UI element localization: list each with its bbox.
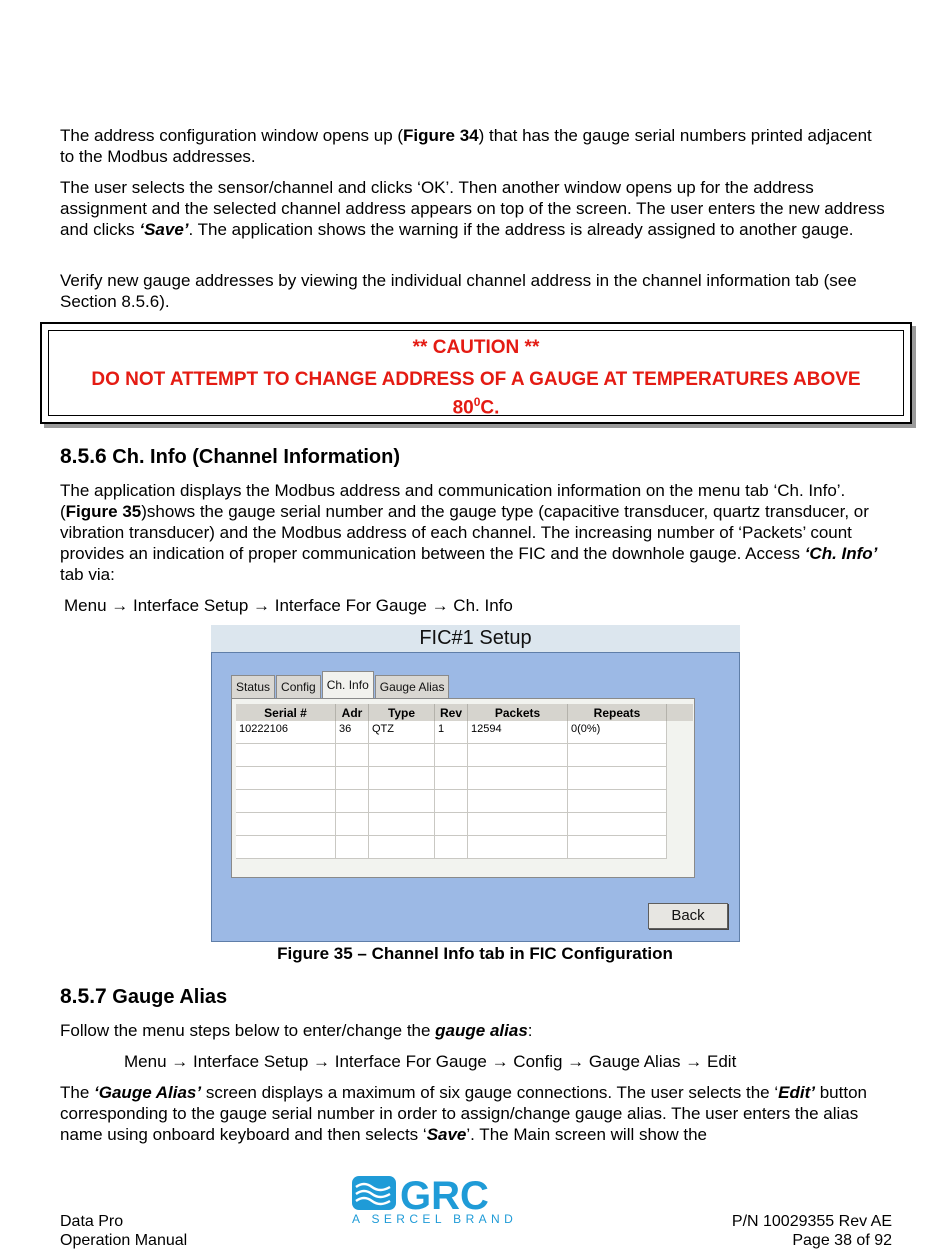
column-header-type: Type [369,704,435,721]
text: button corresponding to the gauge serial number in order to assign/change gauge alias. The user enters the alias name using onboard keyboard and then selects ‘ [60,1083,867,1144]
caution-title: ** CAUTION ** [412,337,540,358]
tab-gauge-alias[interactable]: Gauge Alias [375,675,450,698]
save-term: Save [426,1125,467,1144]
cell-type: QTZ [369,721,435,744]
section-857-paragraph-1 [60,1020,890,1041]
caution-line-1: DO NOT ATTEMPT TO CHANGE ADDRESS OF A GAUGE AT TEMPERATURES ABOVE [91,369,861,390]
text: Follow the menu steps below to enter/change the [60,1021,436,1040]
text: ’. The Main screen will show the [466,1125,708,1144]
table-header-row [236,704,693,721]
logo-letters: GRC [400,1174,489,1218]
back-button[interactable]: Back [648,903,728,929]
column-header-repeats: Repeats [568,704,667,721]
text: The application displays the Modbus address and communication information on the menu tab ‘Ch. Info’. ( [60,481,846,521]
section-title: Gauge Alias [112,986,228,1008]
figure-reference: Figure 34 [403,126,479,145]
column-header-serial: Serial # [236,704,336,721]
tab-status[interactable]: Status [231,675,275,698]
table-row-empty [236,744,693,767]
intro-paragraph-2 [60,177,890,240]
cell-repeats: 0(0%) [568,721,667,744]
text: The [60,1083,95,1102]
edit-term: Edit’ [778,1083,815,1102]
column-header-packets: Packets [468,704,568,721]
table-row-empty [236,836,693,859]
text: The address configuration window opens up ( [60,126,404,145]
cell-serial: 10222106 [236,721,336,744]
section-heading-857 [60,985,227,1009]
cell-adr: 36 [336,721,369,744]
menu-path-gauge-alias: Menu → Interface Setup → Interface For Gauge → Config → Gauge Alias → Edit [124,1052,737,1071]
gauge-alias-screen-term: ‘Gauge Alias’ [94,1083,202,1102]
channel-info-panel [231,698,695,878]
fic-setup-screenshot [211,625,740,942]
tab-bar [231,672,450,698]
column-header-adr: Adr [336,704,369,721]
section-857-paragraph-2 [60,1082,890,1145]
footer-page-number: Page 38 of 92 [792,1232,892,1249]
text: ) that has the gauge serial numbers printed adjacent to the Modbus addresses. [60,126,872,166]
table-row-empty [236,813,693,836]
channel-table [236,704,693,859]
temperature-value: 80 [452,397,474,419]
brand-tagline: A SERCEL BRAND [352,1212,518,1226]
table-row-empty [236,767,693,790]
ch-info-term: ‘Ch. Info’ [804,544,878,563]
row-filler [667,721,694,744]
window-title: FIC#1 Setup [211,625,740,652]
section-number: 8.5.7 [60,985,107,1008]
text: : [527,1021,533,1040]
section-856-paragraph [60,480,890,585]
tab-config[interactable]: Config [276,675,321,698]
section-heading-856 [60,445,400,469]
menu-path-ch-info: Menu → Interface Setup → Interface For Gauge → Ch. Info [64,596,513,615]
caution-box [40,322,912,424]
text: tab via: [60,565,115,584]
caution-line-2 [42,391,910,419]
text: . The application shows the warning if the address is already assigned to another gauge. [188,220,854,239]
header-filler [667,704,694,721]
table-row[interactable] [236,721,693,744]
figure-reference: Figure 35 [65,502,142,521]
gauge-alias-term: gauge alias [435,1021,528,1040]
window-body [211,652,740,942]
text: )shows the gauge serial number and the gauge type (capacitive transducer, quartz transducer, or vibration transducer) and the Modbus address of each channel. The increasing number of ‘Packets’ count provides an indication of proper communication between the FIC and the downhole gauge. Access [60,502,869,563]
save-term: ‘Save’ [139,220,189,239]
intro-paragraph-3: Verify new gauge addresses by viewing the individual channel address in the channel information tab (see Section 8.5.6). [60,271,857,311]
section-number: 8.5.6 [60,445,107,468]
section-title: Ch. Info (Channel Information) [112,446,401,468]
column-header-rev: Rev [435,704,468,721]
footer-doc-type: Operation Manual [60,1232,188,1249]
figure-caption: Figure 35 – Channel Info tab in FIC Configuration [277,944,673,963]
table-row-empty [236,790,693,813]
temperature-unit: C. [480,397,500,419]
footer-product: Data Pro [60,1213,124,1230]
intro-paragraph-1 [60,125,890,167]
text: The user selects the sensor/channel and clicks ‘OK’. Then another window opens up for the address assignment and the selected channel address appears on top of the screen. The user enters the new address and clicks [60,178,885,239]
cell-packets: 12594 [468,721,568,744]
degree-superscript: 0 [473,395,481,409]
cell-rev: 1 [435,721,468,744]
tab-ch-info[interactable]: Ch. Info [322,671,374,698]
text: screen displays a maximum of six gauge connections. The user selects the ‘ [201,1083,779,1102]
footer-left [60,1212,187,1250]
footer-right [732,1212,892,1250]
footer-part-number: P/N 10029355 Rev AE [731,1213,892,1230]
